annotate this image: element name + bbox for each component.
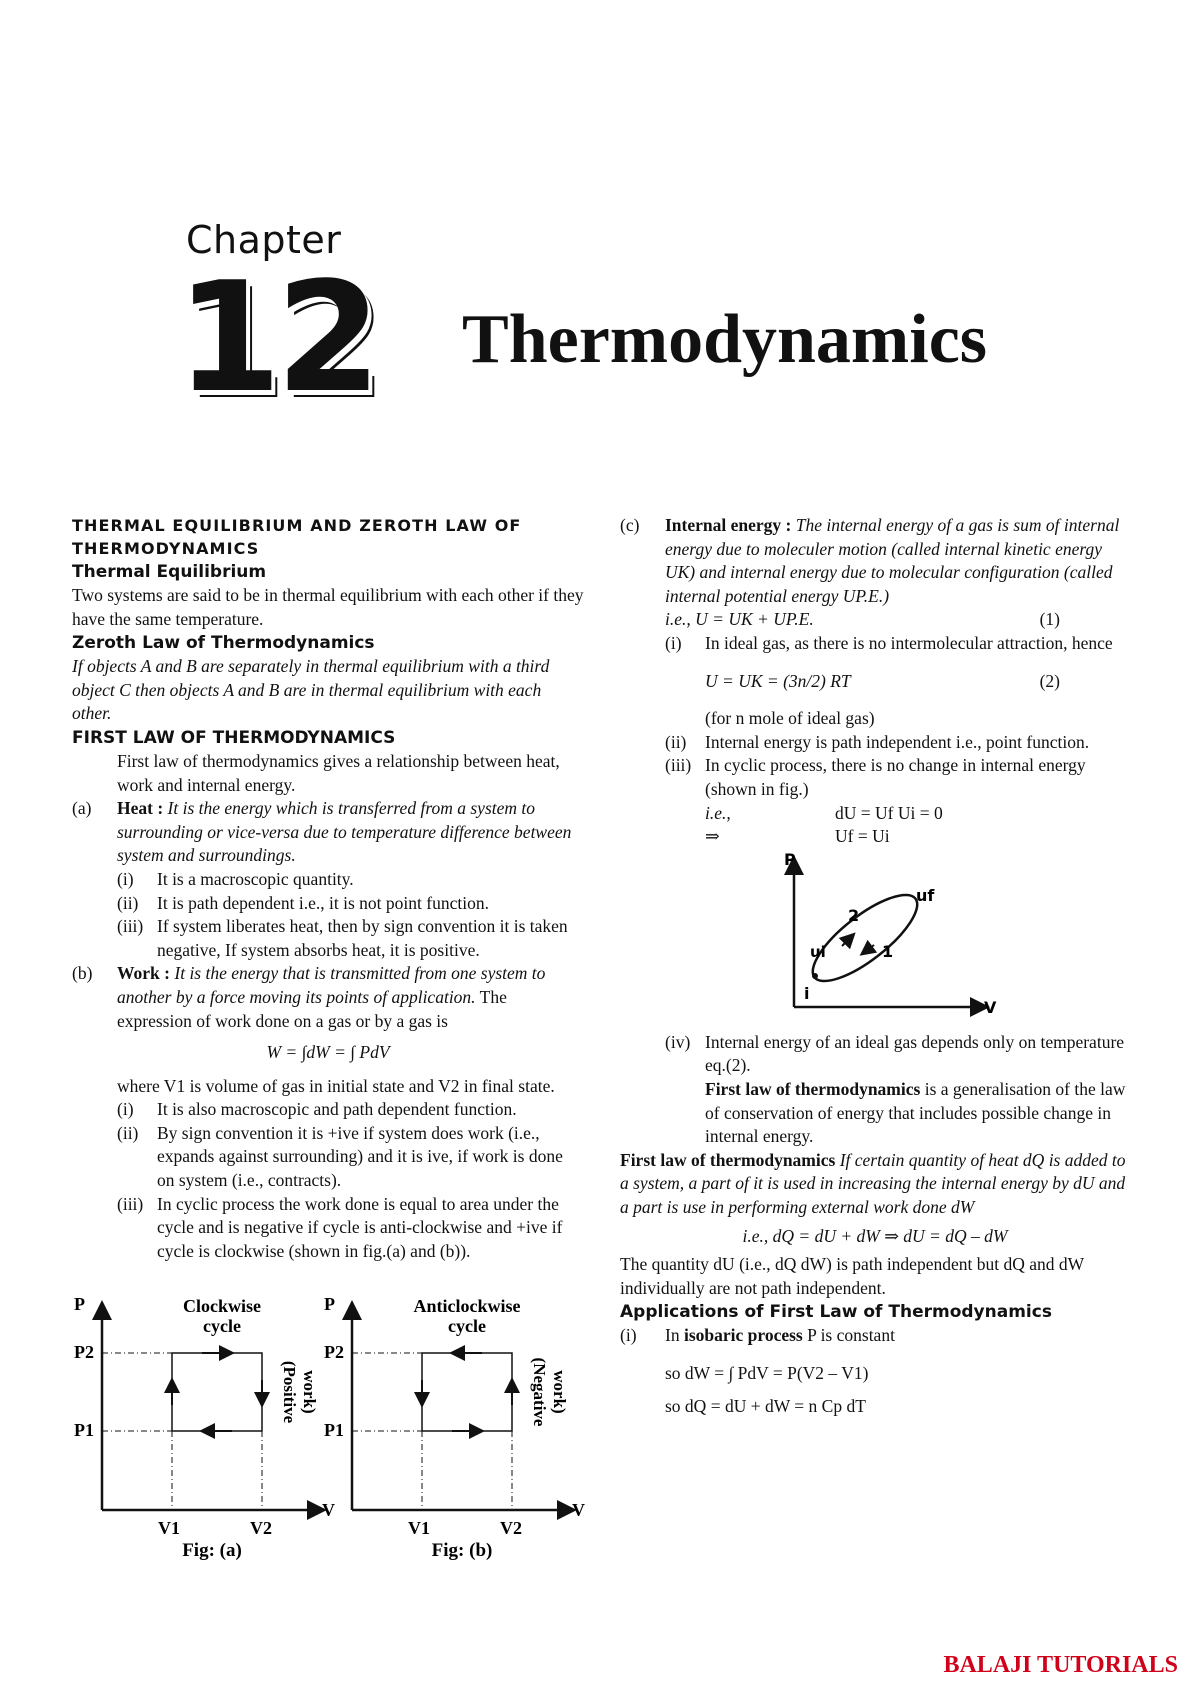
ie-point-text: Internal energy of an ideal gas depends only on temperature eq.(2). xyxy=(705,1031,1125,1076)
heading-first-law: FIRST LAW OF THERMODYNAMICS xyxy=(72,727,396,748)
work-point-text: In cyclic process the work done is equal to area under the cycle and is negative if cycle is anti-clockwise and +ive if cycle is clockwise (shown in fig.(a) and (b)). xyxy=(157,1193,563,1261)
v2-label: V2 xyxy=(500,1518,522,1538)
work-label: (b) xyxy=(72,963,93,984)
cyclic-eq-1-text: dU = Uf Ui = 0 xyxy=(835,802,943,823)
v1-label: V1 xyxy=(408,1518,430,1538)
side-label-1: (Positive xyxy=(280,1360,299,1424)
first-law-gen-term: First law of thermodynamics xyxy=(705,1078,921,1099)
cycle-title-2: cycle xyxy=(448,1316,486,1336)
first-law-intro: First law of thermodynamics gives a relationship between heat, work and internal energy. xyxy=(117,750,560,795)
heading-applications: Applications of First Law of Thermodynamics xyxy=(620,1302,1052,1323)
heat-term: Heat : xyxy=(117,798,164,819)
equilibrium-text: Two systems are said to be in thermal equilibrium with each other if they have the same temperature. xyxy=(72,585,584,629)
heat-definition: It is the energy which is transferred from a system to surrounding or vice-versa due to temperature difference between system and surroundings. xyxy=(117,798,572,866)
left-column xyxy=(72,514,584,1263)
cyclic-ie: i.e., xyxy=(705,802,731,823)
ie-point-text: In ideal gas, as there is no intermolecular attraction, hence xyxy=(705,632,1113,653)
work-item xyxy=(72,962,584,1033)
side-label-1: (Negative xyxy=(530,1357,549,1427)
heat-point-label: (i) xyxy=(117,868,134,889)
p1-label: P1 xyxy=(324,1420,344,1440)
first-law-statement xyxy=(620,1149,1130,1220)
implies-icon: ⇒ xyxy=(705,826,720,847)
cycle-title-1: Anticlockwise xyxy=(413,1296,521,1316)
y-axis-label: P xyxy=(784,850,796,869)
work-definition: It is the energy that is transmitted from one system to another by a force moving its points of application. xyxy=(117,963,546,1007)
internal-energy-item xyxy=(620,514,1130,608)
heat-label: (a) xyxy=(72,798,92,819)
ie-definition: The internal energy of a gas is sum of internal energy due to moleculer motion (called internal kinetic energy UK) and internal energy due to molecular configuration (called internal potential energy UP.E.) xyxy=(665,515,1120,606)
work-formula: W = ∫dW = ∫ PdV xyxy=(266,1042,390,1063)
application-eq-1: so dW = ∫ PdV = P(V2 – V1) xyxy=(665,1362,869,1383)
figure-a-clockwise xyxy=(72,1290,342,1560)
equation-2-number: (2) xyxy=(1039,670,1060,691)
heat-point-label: (iii) xyxy=(117,916,144,937)
work-where: where V1 is volume of gas in initial state and V2 in final state. xyxy=(117,1075,555,1096)
x-axis-label: V xyxy=(984,997,997,1017)
x-axis-label: V xyxy=(572,1500,585,1520)
heat-point-label: (ii) xyxy=(117,892,139,913)
ie-label: (c) xyxy=(620,515,640,535)
p1-label: P1 xyxy=(74,1420,94,1440)
v1-label: V1 xyxy=(158,1518,180,1538)
ie-point-text: In cyclic process, there is no change in internal energy (shown in fig.) xyxy=(705,755,1086,799)
cycle-ellipse xyxy=(801,881,929,994)
side-label-2: work) xyxy=(300,1370,319,1414)
path-2-label: 2 xyxy=(848,905,860,925)
footer-brand: BALAJI TUTORIALS xyxy=(943,1652,1178,1678)
ie-point-ii xyxy=(620,731,1130,755)
cycle-rect xyxy=(172,1353,262,1431)
start-label: i xyxy=(804,983,810,1003)
work-point-label: (i) xyxy=(117,1099,134,1120)
first-law-equation: i.e., dQ = dU + dW ⇒ dU = dQ – dW xyxy=(742,1226,1008,1247)
ie-point-iv xyxy=(620,1031,1130,1078)
ie-point-label: (i) xyxy=(665,632,682,653)
equation-1-number: (1) xyxy=(1039,609,1060,630)
ie-point-text: Internal energy is path independent i.e., point function. xyxy=(705,731,1090,752)
x-axis-label: V xyxy=(322,1500,335,1520)
side-label-2: work) xyxy=(550,1370,569,1414)
p2-label: P2 xyxy=(74,1342,94,1362)
ui-label: ui xyxy=(810,942,826,961)
heat-point-text: If system liberates heat, then by sign convention it is taken negative, If system absorbs heat, it is positive. xyxy=(157,916,568,960)
heat-point-text: It is path dependent i.e., it is not point function. xyxy=(157,892,489,913)
work-point-text: It is also macroscopic and path dependent function. xyxy=(157,1099,517,1120)
path-2-arrow xyxy=(842,938,850,946)
application-eq-2: so dQ = dU + dW = n Cp dT xyxy=(665,1396,866,1417)
y-axis-label: P xyxy=(324,1294,335,1314)
cycle-title-1: Clockwise xyxy=(183,1296,261,1316)
uf-label: uf xyxy=(916,885,935,905)
ie-point-label: (iii) xyxy=(665,755,692,776)
equation-1-text: i.e., U = UK + UP.E. xyxy=(665,609,814,630)
chapter-word: Chapter xyxy=(186,218,342,262)
internal-energy-cycle-figure xyxy=(770,851,1000,1021)
ie-point-label: (iv) xyxy=(665,1031,691,1052)
figure-caption: Fig: (a) xyxy=(182,1540,242,1560)
equation-2-text: U = UK = (3n/2) RT xyxy=(705,670,851,691)
ie-point-i xyxy=(620,632,1130,656)
cyclic-eq-1 xyxy=(620,802,1130,826)
application-label: (i) xyxy=(620,1325,637,1346)
zeroth-law-text: If objects A and B are separately in thermal equilibrium with a third object C then objects A and B are in thermal equilibrium with each other. xyxy=(72,656,550,724)
heat-point-text: It is a macroscopic quantity. xyxy=(157,868,354,889)
work-point-label: (ii) xyxy=(117,1122,139,1143)
path-1-arrow xyxy=(866,945,874,951)
ie-term: Internal energy : xyxy=(665,515,792,535)
cyclic-eq-2 xyxy=(620,825,1130,849)
heat-points xyxy=(72,868,584,962)
cyclic-eq-2-text: Uf = Ui xyxy=(835,826,890,847)
equation-2-note: (for n mole of ideal gas) xyxy=(705,708,875,729)
application-post: P is constant xyxy=(807,1325,895,1346)
right-column xyxy=(620,514,1130,1419)
chapter-number: 12 xyxy=(176,249,376,426)
ie-point-label: (ii) xyxy=(665,731,687,752)
cycle-title-2: cycle xyxy=(203,1316,241,1336)
application-term: isobaric process xyxy=(683,1325,803,1346)
first-law-generalisation xyxy=(620,1078,1130,1149)
figure-caption: Fig: (b) xyxy=(431,1540,493,1560)
y-axis-label: P xyxy=(74,1294,85,1314)
application-pre: In xyxy=(665,1325,680,1346)
application-i xyxy=(620,1324,1130,1348)
first-law-term: First law of thermodynamics xyxy=(620,1149,836,1170)
work-point-label: (iii) xyxy=(117,1193,144,1214)
path-1-label: 1 xyxy=(882,941,894,961)
equation-1 xyxy=(620,608,1130,632)
first-law-text: If certain quantity of heat dQ is added to a system, a part of it is used in increasing the internal energy by dU and a part is use in performing external work done dW xyxy=(620,1149,1126,1217)
work-definition-2: The expression of work done on a gas or by a gas is xyxy=(117,986,507,1031)
heading-zeroth-main: THERMAL EQUILIBRIUM AND ZEROTH LAW OF THERMODYNAMICS xyxy=(72,516,522,558)
chapter-title: Thermodynamics xyxy=(462,301,987,378)
initial-point xyxy=(812,973,818,979)
p2-label: P2 xyxy=(324,1342,344,1362)
work-points xyxy=(72,1098,584,1263)
equation-2 xyxy=(620,670,1130,694)
first-law-gen-text: is a generalisation of the law of conservation of energy that includes possible change in internal energy. xyxy=(705,1078,1126,1147)
path-independence-text: The quantity dU (i.e., dQ dW) is path independent but dQ and dW individually are not path independent. xyxy=(620,1254,1084,1298)
figure-b-anticlockwise xyxy=(322,1290,592,1560)
cycle-rect xyxy=(422,1353,512,1431)
heading-zeroth-law: Zeroth Law of Thermodynamics xyxy=(72,633,375,654)
ie-point-iii xyxy=(620,754,1130,801)
v2-label: V2 xyxy=(250,1518,272,1538)
heat-item xyxy=(72,797,584,868)
work-term: Work : xyxy=(117,963,170,984)
work-point-text: By sign convention it is +ive if system does work (i.e., expands against surrounding) and it is ive, if work is done on system (i.e., contracts). xyxy=(157,1122,563,1191)
heading-thermal-equilibrium: Thermal Equilibrium xyxy=(72,562,267,582)
